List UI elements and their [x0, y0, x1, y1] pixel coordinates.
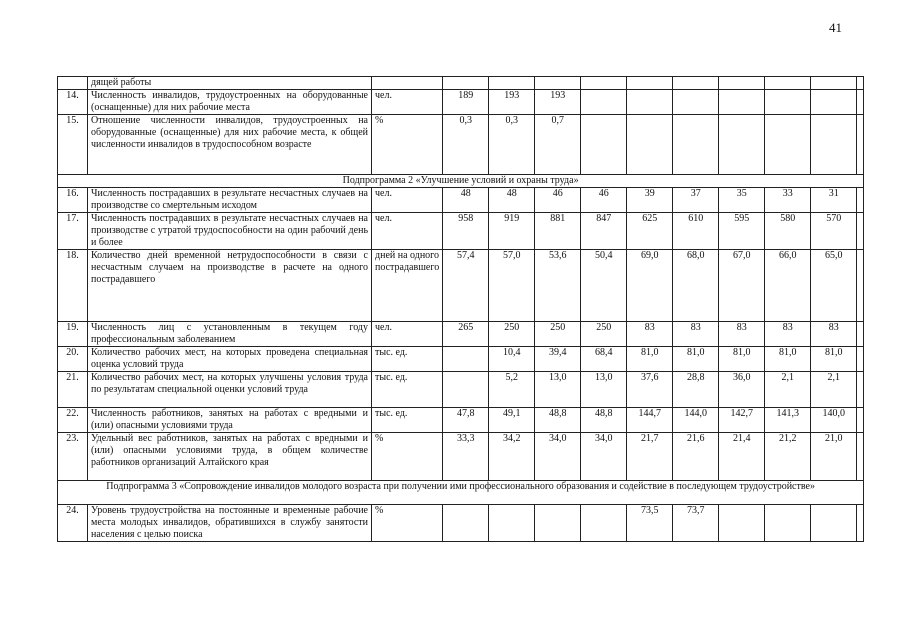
value-cell [857, 505, 864, 542]
value-cell: 189 [443, 90, 489, 115]
unit-cell: чел. [372, 90, 443, 115]
value-cell [489, 77, 535, 90]
value-cell: 46 [581, 188, 627, 213]
value-cell: 21,7 [627, 433, 673, 481]
value-cell: 68,0 [673, 250, 719, 322]
unit-cell: дней на одного пострадавшего [372, 250, 443, 322]
value-cell: 144,7 [627, 408, 673, 433]
value-cell [765, 90, 811, 115]
value-cell: 65,0 [811, 250, 857, 322]
value-cell: 881 [535, 213, 581, 250]
value-cell [673, 90, 719, 115]
value-cell: 141,3 [765, 408, 811, 433]
table-row [58, 77, 864, 90]
value-cell: 13,0 [535, 372, 581, 408]
value-cell [857, 213, 864, 250]
table-row [58, 213, 864, 250]
value-cell: 83 [673, 322, 719, 347]
value-cell [673, 77, 719, 90]
value-cell [857, 322, 864, 347]
indicator-name: Количество дней временной нетрудоспособности в связи с несчастным случаем на производстве в расчете на одного пострадавшего [88, 250, 372, 322]
value-cell: 2,1 [811, 372, 857, 408]
section-row [58, 175, 864, 188]
value-cell: 57,0 [489, 250, 535, 322]
value-cell: 13,0 [581, 372, 627, 408]
value-cell [719, 115, 765, 175]
value-cell [857, 433, 864, 481]
value-cell [765, 77, 811, 90]
table-row [58, 90, 864, 115]
indicator-name: Количество рабочих мест, на которых проведена специальная оценка условий труда [88, 347, 372, 372]
value-cell [443, 347, 489, 372]
value-cell [719, 90, 765, 115]
value-cell: 21,2 [765, 433, 811, 481]
value-cell: 958 [443, 213, 489, 250]
table-row [58, 408, 864, 433]
value-cell: 39,4 [535, 347, 581, 372]
row-number: 18. [58, 250, 88, 322]
value-cell [627, 77, 673, 90]
value-cell: 144,0 [673, 408, 719, 433]
value-cell [857, 372, 864, 408]
unit-cell: тыс. ед. [372, 408, 443, 433]
value-cell [535, 505, 581, 542]
value-cell: 35 [719, 188, 765, 213]
row-number: 14. [58, 90, 88, 115]
value-cell [857, 250, 864, 322]
subprogram-title: Подпрограмма 3 «Сопровождение инвалидов молодого возраста при получении ими профессионального образования и содействие в последующем трудоустройстве» [58, 481, 864, 505]
value-cell: 142,7 [719, 408, 765, 433]
value-cell: 37,6 [627, 372, 673, 408]
unit-cell: % [372, 433, 443, 481]
row-number: 23. [58, 433, 88, 481]
table-row [58, 347, 864, 372]
value-cell: 81,0 [811, 347, 857, 372]
value-cell [811, 90, 857, 115]
value-cell: 83 [765, 322, 811, 347]
unit-cell: чел. [372, 188, 443, 213]
row-number [58, 77, 88, 90]
table-row [58, 250, 864, 322]
value-cell [811, 505, 857, 542]
value-cell: 21,4 [719, 433, 765, 481]
table-row [58, 188, 864, 213]
value-cell: 81,0 [719, 347, 765, 372]
row-number: 17. [58, 213, 88, 250]
value-cell: 847 [581, 213, 627, 250]
value-cell: 5,2 [489, 372, 535, 408]
row-number: 16. [58, 188, 88, 213]
value-cell [719, 77, 765, 90]
value-cell [765, 115, 811, 175]
indicator-name: дящей работы [88, 77, 372, 90]
indicator-name: Уровень трудоустройства на постоянные и временные рабочие места молодых инвалидов, обратившихся в службу занятости населения с целью поиска [88, 505, 372, 542]
row-number: 20. [58, 347, 88, 372]
value-cell [627, 115, 673, 175]
value-cell: 595 [719, 213, 765, 250]
value-cell: 53,6 [535, 250, 581, 322]
subprogram-title: Подпрограмма 2 «Улучшение условий и охраны труда» [58, 175, 864, 188]
value-cell [857, 115, 864, 175]
table-row [58, 322, 864, 347]
row-number: 21. [58, 372, 88, 408]
row-number: 22. [58, 408, 88, 433]
value-cell: 250 [535, 322, 581, 347]
value-cell: 250 [489, 322, 535, 347]
value-cell: 10,4 [489, 347, 535, 372]
value-cell [443, 372, 489, 408]
value-cell: 36,0 [719, 372, 765, 408]
value-cell [581, 77, 627, 90]
value-cell: 81,0 [673, 347, 719, 372]
value-cell [857, 347, 864, 372]
value-cell: 47,8 [443, 408, 489, 433]
value-cell: 625 [627, 213, 673, 250]
value-cell [811, 77, 857, 90]
value-cell: 46 [535, 188, 581, 213]
value-cell: 49,1 [489, 408, 535, 433]
table-row [58, 372, 864, 408]
value-cell [581, 505, 627, 542]
value-cell: 67,0 [719, 250, 765, 322]
value-cell: 193 [489, 90, 535, 115]
value-cell: 21,0 [811, 433, 857, 481]
value-cell [581, 115, 627, 175]
value-cell: 193 [535, 90, 581, 115]
unit-cell: чел. [372, 322, 443, 347]
value-cell: 50,4 [581, 250, 627, 322]
value-cell [535, 77, 581, 90]
value-cell: 48,8 [535, 408, 581, 433]
value-cell: 57,4 [443, 250, 489, 322]
value-cell [627, 90, 673, 115]
value-cell: 610 [673, 213, 719, 250]
value-cell [719, 505, 765, 542]
value-cell: 83 [811, 322, 857, 347]
unit-cell [372, 77, 443, 90]
value-cell [581, 90, 627, 115]
value-cell: 37 [673, 188, 719, 213]
indicator-name: Численность лиц с установленным в текущем году профессиональным заболеванием [88, 322, 372, 347]
value-cell [489, 505, 535, 542]
table-row [58, 115, 864, 175]
value-cell: 140,0 [811, 408, 857, 433]
value-cell [811, 115, 857, 175]
value-cell: 0,7 [535, 115, 581, 175]
value-cell: 34,2 [489, 433, 535, 481]
indicator-name: Удельный вес работников, занятых на работах с вредными и (или) опасными условиями труда, в общем количестве работников организаций Алтайского края [88, 433, 372, 481]
value-cell [857, 77, 864, 90]
unit-cell: % [372, 115, 443, 175]
unit-cell: % [372, 505, 443, 542]
value-cell: 69,0 [627, 250, 673, 322]
value-cell: 34,0 [581, 433, 627, 481]
row-number: 24. [58, 505, 88, 542]
value-cell: 81,0 [765, 347, 811, 372]
value-cell: 81,0 [627, 347, 673, 372]
value-cell: 48 [489, 188, 535, 213]
unit-cell: тыс. ед. [372, 372, 443, 408]
value-cell: 83 [719, 322, 765, 347]
indicator-name: Численность инвалидов, трудоустроенных на оборудованные (оснащенные) для них рабочие места [88, 90, 372, 115]
value-cell: 73,7 [673, 505, 719, 542]
value-cell: 83 [627, 322, 673, 347]
value-cell [443, 505, 489, 542]
value-cell [857, 90, 864, 115]
value-cell [857, 408, 864, 433]
indicators-table [57, 76, 864, 542]
value-cell: 73,5 [627, 505, 673, 542]
table-row [58, 433, 864, 481]
indicator-name: Численность работников, занятых на работах с вредными и (или) опасными условиями труда [88, 408, 372, 433]
value-cell: 0,3 [443, 115, 489, 175]
indicator-name: Отношение численности инвалидов, трудоустроенных на оборудованные (оснащенные) для них рабочие места, к общей численности инвалидов в трудоспособном возрасте [88, 115, 372, 175]
page-number: 41 [829, 20, 842, 35]
value-cell: 21,6 [673, 433, 719, 481]
table-row [58, 505, 864, 542]
value-cell: 68,4 [581, 347, 627, 372]
indicator-name: Численность пострадавших в результате несчастных случаев на производстве со смертельным исходом [88, 188, 372, 213]
value-cell: 33 [765, 188, 811, 213]
value-cell: 31 [811, 188, 857, 213]
unit-cell: тыс. ед. [372, 347, 443, 372]
value-cell: 265 [443, 322, 489, 347]
value-cell: 66,0 [765, 250, 811, 322]
value-cell: 28,8 [673, 372, 719, 408]
row-number: 15. [58, 115, 88, 175]
value-cell [443, 77, 489, 90]
value-cell: 33,3 [443, 433, 489, 481]
value-cell: 570 [811, 213, 857, 250]
value-cell: 48,8 [581, 408, 627, 433]
value-cell: 580 [765, 213, 811, 250]
value-cell: 48 [443, 188, 489, 213]
indicator-name: Численность пострадавших в результате несчастных случаев на производстве с утратой трудоспособности на один рабочий день и более [88, 213, 372, 250]
indicator-name: Количество рабочих мест, на которых улучшены условия труда по результатам специальной оценки условий труда [88, 372, 372, 408]
value-cell [857, 188, 864, 213]
value-cell: 0,3 [489, 115, 535, 175]
value-cell: 2,1 [765, 372, 811, 408]
value-cell [673, 115, 719, 175]
value-cell: 39 [627, 188, 673, 213]
unit-cell: чел. [372, 213, 443, 250]
value-cell: 919 [489, 213, 535, 250]
value-cell: 34,0 [535, 433, 581, 481]
row-number: 19. [58, 322, 88, 347]
value-cell: 250 [581, 322, 627, 347]
section-row [58, 481, 864, 505]
value-cell [765, 505, 811, 542]
